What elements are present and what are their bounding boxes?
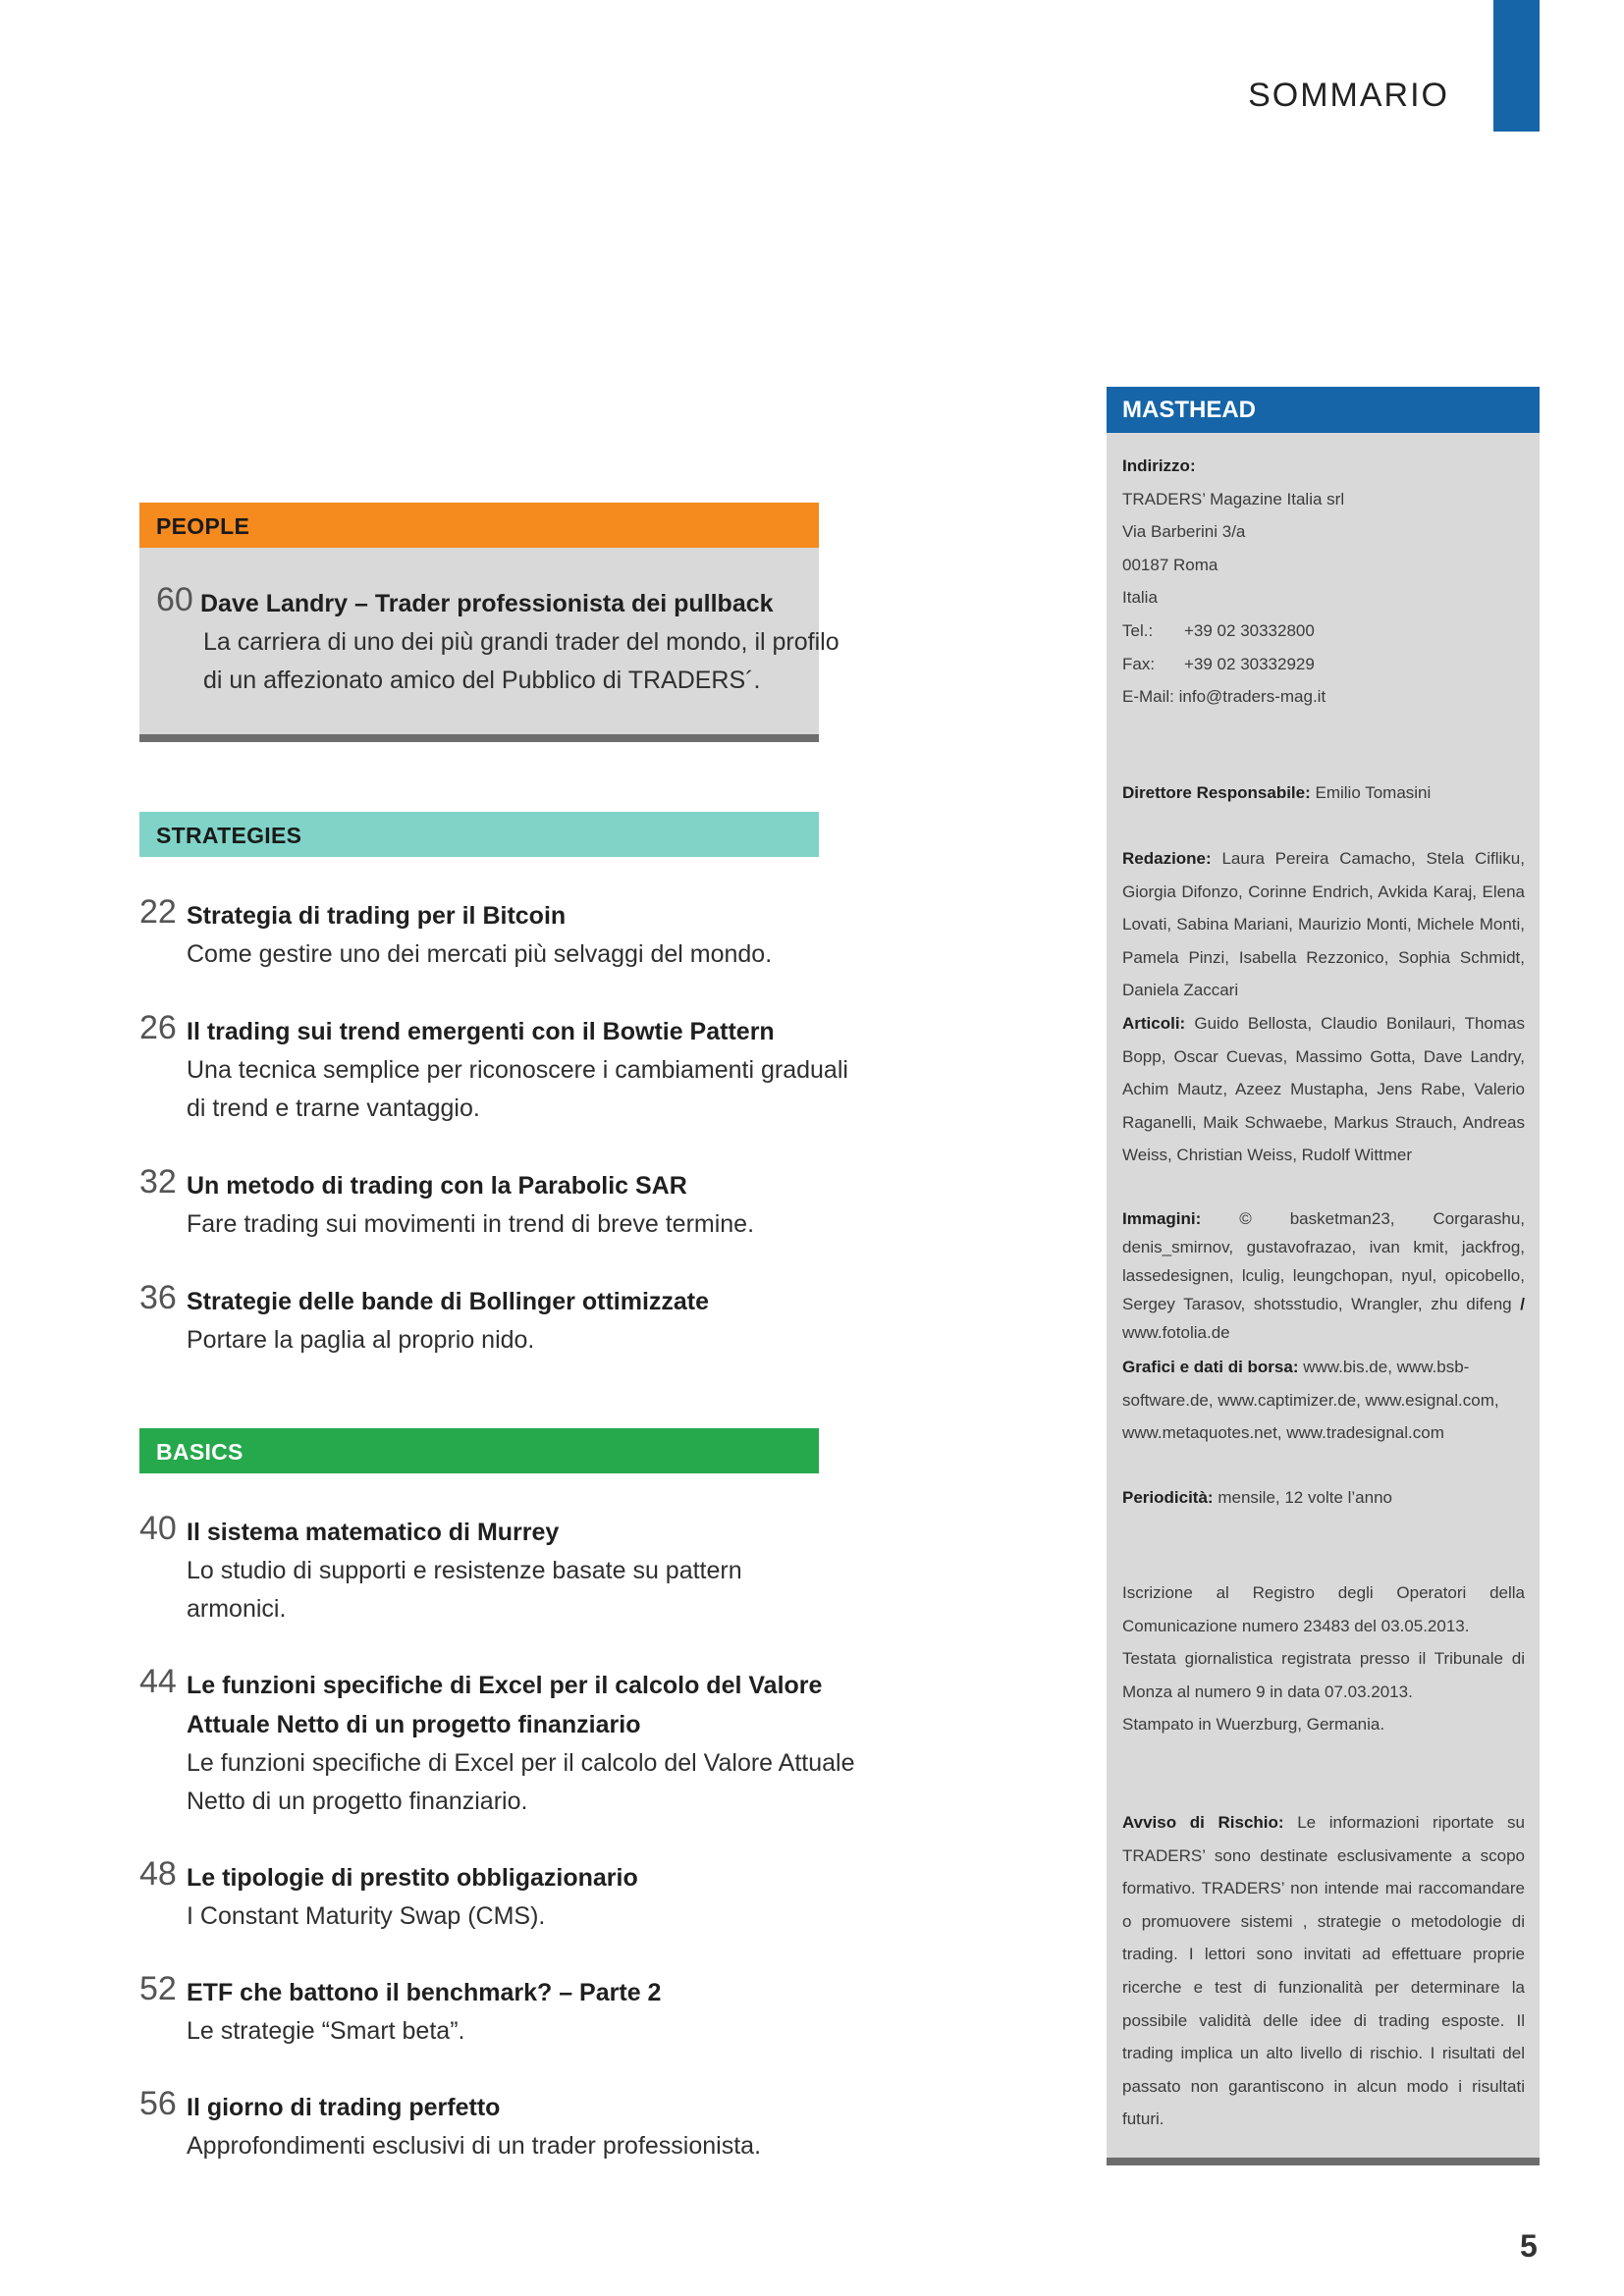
- director-name: Emilio Tomasini: [1315, 783, 1432, 802]
- images-credits: © basketman23, Corgarashu, denis_smirnov, gustavofrazao, ivan kmit, jackfrog, lassedesignen, lculig, leungchopan, nyul, opicobello, Sergey Tarasov, shotsstudio, Wrangler, zhu difeng: [1122, 1209, 1525, 1313]
- strategies-header: STRATEGIES: [139, 812, 819, 857]
- article-description: Una tecnica semplice per riconoscere i cambiamenti graduali: [187, 1056, 848, 1084]
- page-number-ref: 36: [139, 1279, 177, 1316]
- registry-text: Iscrizione al Registro degli Operatori della Comunicazione numero 23483 del 03.05.2013.: [1122, 1583, 1525, 1635]
- email-label: E-Mail:: [1122, 687, 1174, 707]
- page-section-title: SOMMARIO: [1248, 77, 1449, 114]
- newspaper-registration: Testata giornalistica registrata presso il Tribunale di Monza al numero 9 in data 07.03.2013.: [1122, 1649, 1525, 1701]
- tel-label: Tel.:: [1122, 620, 1154, 640]
- fax-value: +39 02 30332929: [1184, 654, 1315, 673]
- editorial-label: Redazione:: [1122, 849, 1212, 868]
- article-description: La carriera di uno dei più grandi trader del mondo, il profilo: [203, 628, 839, 656]
- address-line: Italia: [1122, 588, 1158, 608]
- page-number-ref: 52: [139, 1970, 177, 2007]
- page-number-ref: 32: [139, 1163, 177, 1201]
- article-title: Il giorno di trading perfetto: [187, 2094, 501, 2121]
- director-label: Direttore Responsabile:: [1122, 783, 1311, 802]
- article-description: Netto di un progetto finanziario.: [187, 1788, 528, 1815]
- risk-label: Avviso di Rischio:: [1122, 1813, 1284, 1832]
- fax-label: Fax:: [1122, 654, 1156, 673]
- address-line: Via Barberini 3/a: [1122, 522, 1246, 542]
- tel-value: +39 02 30332800: [1184, 620, 1315, 640]
- basics-header: BASICS: [139, 1428, 819, 1473]
- article-description: Le funzioni specifiche di Excel per il calcolo del Valore Attuale: [187, 1749, 855, 1777]
- charts-sources: www.bis.de, www.bsb-software.de, www.captimizer.de, www.esignal.com, www.metaquotes.net, www.tradesignal.com: [1122, 1358, 1499, 1443]
- printed-location: Stampato in Wuerzburg, Germania.: [1122, 1715, 1385, 1735]
- masthead-director: [1122, 776, 1525, 810]
- page-number-ref: 22: [139, 893, 177, 931]
- article-title: Attuale Netto di un progetto finanziario: [187, 1711, 641, 1738]
- article-title: Strategie delle bande di Bollinger ottimizzate: [187, 1288, 710, 1315]
- articles-label: Articoli:: [1122, 1014, 1186, 1033]
- page-number: 5: [1520, 2228, 1538, 2264]
- article-description: Le strategie “Smart beta”.: [187, 2017, 465, 2045]
- masthead-charts: [1122, 1351, 1525, 1450]
- article-title: Un metodo di trading con la Parabolic SAR: [187, 1172, 687, 1200]
- masthead-risk-notice: [1122, 1806, 1525, 2136]
- article-title: ETF che battono il benchmark? – Parte 2: [187, 1979, 662, 2006]
- article-description: Portare la paglia al proprio nido.: [187, 1326, 535, 1354]
- masthead-editorial: [1122, 842, 1525, 1007]
- article-description: Approfondimenti esclusivi di un trader professionista.: [187, 2132, 762, 2160]
- people-section: [139, 503, 839, 742]
- masthead-images: Immagini: © basketman23, Corgarashu, denis_smirnov, gustavofrazao, ivan kmit, jackfrog, lassedesignen, lculig, leungchopan, nyul, opicobello, Sergey Tarasov, shotsstudio, Wrangler, zhu difeng / www.fotolia.de: [1122, 1209, 1525, 1342]
- article-title: Il sistema matematico di Murrey: [187, 1519, 560, 1546]
- page-number-ref: 56: [139, 2085, 177, 2122]
- email-link[interactable]: info@traders-mag.it: [1178, 687, 1326, 707]
- masthead-header: MASTHEAD: [1107, 387, 1540, 433]
- page-number-ref: 60: [156, 581, 193, 618]
- articles-authors: Guido Bellosta, Claudio Bonilauri, Thomas Bopp, Oscar Cuevas, Massimo Gotta, Dave Landry, Achim Mautz, Azeez Mustapha, Jens Rabe, Valerio Raganelli, Maik Schwaebe, Markus Strauch, Andreas Weiss, Christian Weiss, Rudolf Wittmer: [1122, 1014, 1525, 1165]
- article-title: Le tipologie di prestito obbligazionario: [187, 1864, 638, 1892]
- people-header: PEOPLE: [139, 503, 819, 548]
- article-description: armonici.: [187, 1595, 287, 1623]
- page-number-ref: 26: [139, 1009, 177, 1046]
- masthead-articles: [1122, 1007, 1525, 1172]
- header-accent-bar: [1493, 0, 1540, 132]
- images-label: Immagini:: [1122, 1209, 1202, 1228]
- periodicity-label: Periodicità:: [1122, 1488, 1214, 1507]
- article-title: Il trading sui trend emergenti con il Bowtie Pattern: [187, 1018, 775, 1045]
- periodicity-value: mensile, 12 volte l’anno: [1218, 1488, 1392, 1507]
- article-description: di un affezionato amico del Pubblico di TRADERS´.: [203, 667, 761, 694]
- strategies-header-wrap: [139, 812, 819, 857]
- page-number-ref: 44: [139, 1663, 177, 1700]
- article-description: di trend e trarne vantaggio.: [187, 1095, 480, 1122]
- article-description: Lo studio di supporti e resistenze basate su pattern: [187, 1557, 742, 1584]
- article-title: Strategia di trading per il Bitcoin: [187, 902, 567, 930]
- masthead-periodicity: [1122, 1481, 1525, 1515]
- page-number-ref: 48: [139, 1855, 177, 1893]
- address-line: TRADERS’ Magazine Italia srl: [1122, 489, 1345, 508]
- masthead-address: [1122, 450, 1525, 714]
- page-number-ref: 40: [139, 1510, 177, 1547]
- address-label: Indirizzo:: [1122, 456, 1196, 475]
- article-description: Come gestire uno dei mercati più selvaggi del mondo.: [187, 940, 773, 968]
- address-line: 00187 Roma: [1122, 555, 1218, 574]
- basics-header-wrap: [139, 1428, 819, 1473]
- editorial-names: Laura Pereira Camacho, Stela Cifliku, Giorgia Difonzo, Corinne Endrich, Avkida Karaj, Elena Lovati, Sabina Mariani, Maurizio Monti, Michele Monti, Pamela Pinzi, Isabella Rezzonico, Sophia Schmidt, Daniela Zaccari: [1122, 849, 1525, 1000]
- article-description: I Constant Maturity Swap (CMS).: [187, 1902, 546, 1930]
- images-source: www.fotolia.de: [1122, 1323, 1230, 1342]
- masthead-registration: [1122, 1576, 1525, 1741]
- risk-text: Le informazioni riportate su TRADERS’ sono destinate esclusivamente a scopo formativo. TRADERS’ non intende mai raccomandare o promuovere sistemi , strategie o metodologie di trading. I lettori sono invitati ad effettuare proprie ricerche e test di funzionalità per determinare la possibile validità delle idee di trading esposte. Il trading implica un alto livello di rischio. I risultati del passato non garantiscono in alcun modo i risultati futuri.: [1122, 1813, 1525, 2129]
- article-title: Le funzioni specifiche di Excel per il calcolo del Valore: [187, 1672, 823, 1699]
- masthead-panel: [1107, 387, 1540, 2165]
- article-description: Fare trading sui movimenti in trend di breve termine.: [187, 1210, 755, 1238]
- article-title: Dave Landry – Trader professionista dei pullback: [200, 590, 774, 617]
- charts-label: Grafici e dati di borsa:: [1122, 1358, 1299, 1376]
